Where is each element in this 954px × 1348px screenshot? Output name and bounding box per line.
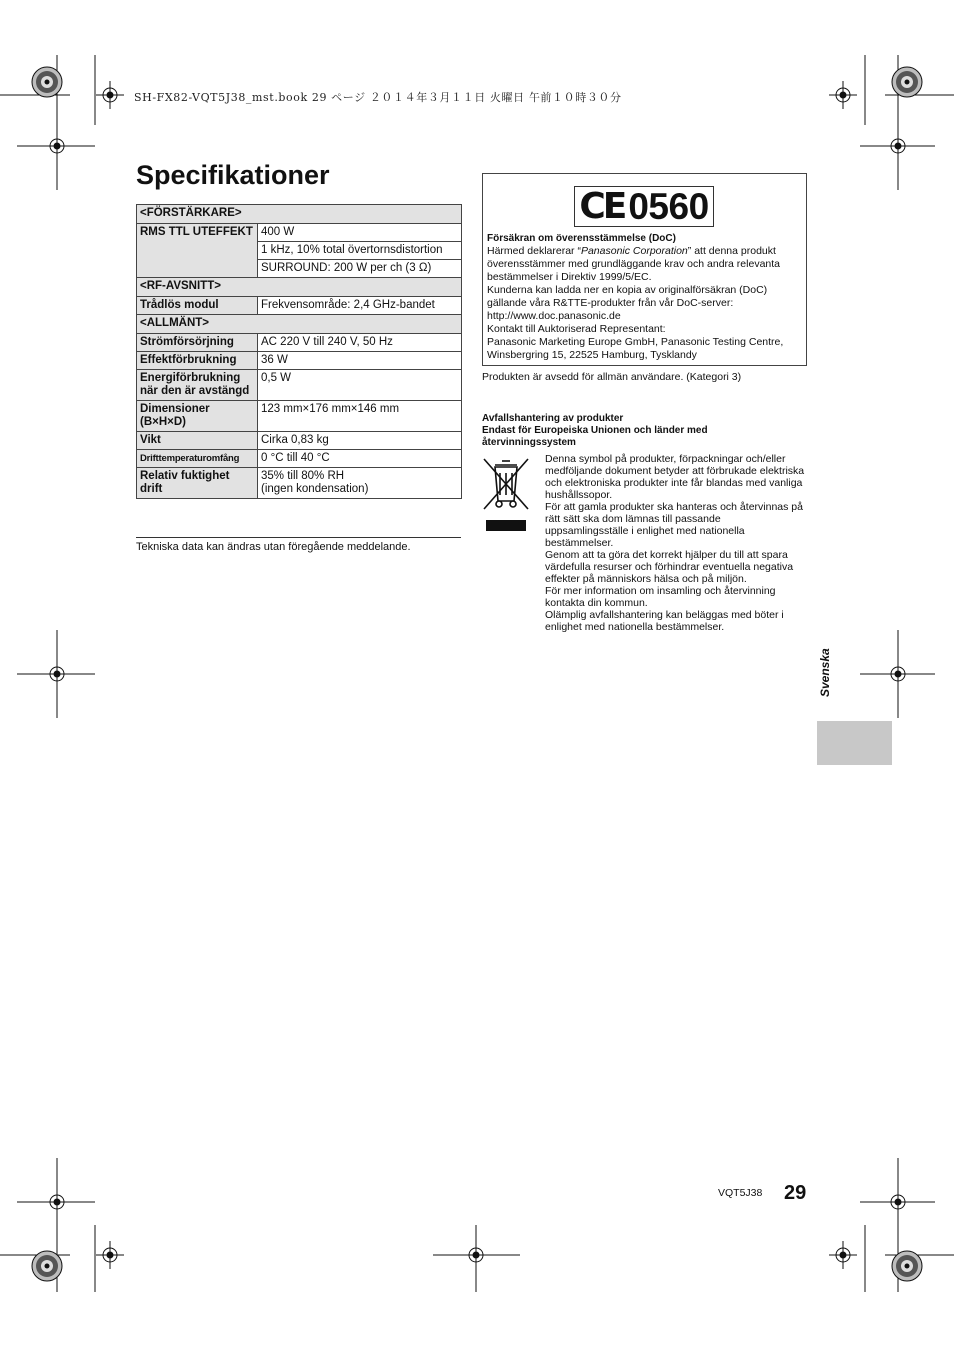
waste-title-line: Endast för Europeiska Unionen och länder med återvinningssystem xyxy=(482,425,708,448)
section-header: <RF-AVSNITT> xyxy=(137,278,462,297)
model-code: VQT5J38 xyxy=(718,1187,763,1199)
doc-para1-end: ” att denna produkt överensstämmer med grundläggande krav och andra relevanta bestämmelser i Direktiv 1999/5/EC. xyxy=(487,245,781,283)
waste-paragraph: För mer information om insamling och återvinning kontakta din kommun. xyxy=(545,585,776,609)
section-header: <ALLMÄNT> xyxy=(137,315,462,334)
spec-label: Vikt xyxy=(137,432,258,450)
crossed-out-wheelie-bin-icon xyxy=(482,455,530,535)
spec-value: 0,5 W xyxy=(258,370,462,401)
page-title: Specifikationer xyxy=(136,160,330,190)
spec-value: 400 W xyxy=(258,224,462,242)
spec-value: Frekvensområde: 2,4 GHz-bandet xyxy=(258,297,462,315)
spec-label: Strömförsörjning xyxy=(137,334,258,352)
spec-label: Energiförbrukning när den är avstängd xyxy=(137,370,258,401)
spec-label: Trådlös modul xyxy=(137,297,258,315)
doc-heading: Försäkran om överensstämmelse (DoC) xyxy=(487,233,676,244)
spec-value xyxy=(258,468,462,499)
doc-company: Panasonic Corporation xyxy=(580,245,688,257)
spec-value: AC 220 V till 240 V, 50 Hz xyxy=(258,334,462,352)
page-number: 29 xyxy=(784,1182,807,1204)
spec-value: Cirka 0,83 kg xyxy=(258,432,462,450)
waste-paragraph: För att gamla produkter ska hanteras och återvinnas på rätt sätt ska dom lämnas till passande uppsamlingsställe i enlighet med nationella bestämmelser. xyxy=(545,501,803,549)
spec-value: 123 mm×176 mm×146 mm xyxy=(258,401,462,432)
spec-value: 36 W xyxy=(258,352,462,370)
ce-number: 0560 xyxy=(628,185,709,227)
spec-value-line: 35% till 80% RH xyxy=(261,470,345,482)
doc-para2: Kunderna kan ladda ner en kopia av originalförsäkran (DoC) gällande våra R&TTE-produkter från vår DoC-server: xyxy=(487,284,768,309)
spec-value: 0 °C till 40 °C xyxy=(258,450,462,468)
doc-para1-start: Härmed deklarerar “ xyxy=(487,245,581,257)
waste-text xyxy=(545,453,807,633)
waste-title xyxy=(482,413,802,449)
doc-para1 xyxy=(487,245,805,284)
language-tab-block xyxy=(817,721,892,765)
print-header: SH-FX82-VQT5J38_mst.book 29 ページ ２０１４年３月１１日 火曜日 午前１０時３０分 xyxy=(134,91,622,104)
waste-paragraph: Genom att ta göra det korrekt hjälper du till att spara värdefulla resurser och förhindrar eventuella negativa effekter på människors hälsa och på miljön. xyxy=(545,549,794,585)
doc-para3: Kontakt till Auktoriserad Representant: xyxy=(487,323,666,335)
spec-label: Dimensioner (B×H×D) xyxy=(137,401,258,432)
spec-label: Effektförbrukning xyxy=(137,352,258,370)
doc-caption: Produkten är avsedd för allmän användare. (Kategori 3) xyxy=(482,371,742,383)
spec-note: Tekniska data kan ändras utan föregående meddelande. xyxy=(136,541,411,553)
ce-mark-logo xyxy=(574,186,714,227)
waste-paragraph: Olämplig avfallshantering kan beläggas med böter i enlighet med nationella bestämmelser. xyxy=(545,609,784,633)
waste-paragraph: Denna symbol på produkter, förpackningar och/eller medföljande dokument betyder att förbrukade elektriska och elektroniska produkter inte får blandas med vanliga hushållssopor. xyxy=(545,453,805,501)
ce-letters: CE xyxy=(579,186,625,227)
spec-label: RMS TTL UTEFFEKT xyxy=(137,224,258,278)
doc-url: http://www.doc.panasonic.de xyxy=(487,310,621,322)
doc-text xyxy=(487,232,805,362)
waste-title-line: Avfallshantering av produkter xyxy=(482,413,624,424)
divider xyxy=(136,537,461,538)
spec-value: SURROUND: 200 W per ch (3 Ω) xyxy=(258,260,462,278)
spec-label: Drifttemperaturomfång xyxy=(137,450,258,468)
doc-para4: Panasonic Marketing Europe GmbH, Panasonic Testing Centre, Winsbergring 15, 22525 Hamburg, Tysklandy xyxy=(487,336,784,361)
spec-table xyxy=(136,204,462,499)
spec-value: 1 kHz, 10% total övertornsdistortion xyxy=(258,242,462,260)
section-header: <FÖRSTÄRKARE> xyxy=(137,205,462,224)
spec-label: Relativ fuktighet drift xyxy=(137,468,258,499)
language-tab-label: Svenska xyxy=(818,648,832,697)
spec-value-line: (ingen kondensation) xyxy=(261,483,369,495)
